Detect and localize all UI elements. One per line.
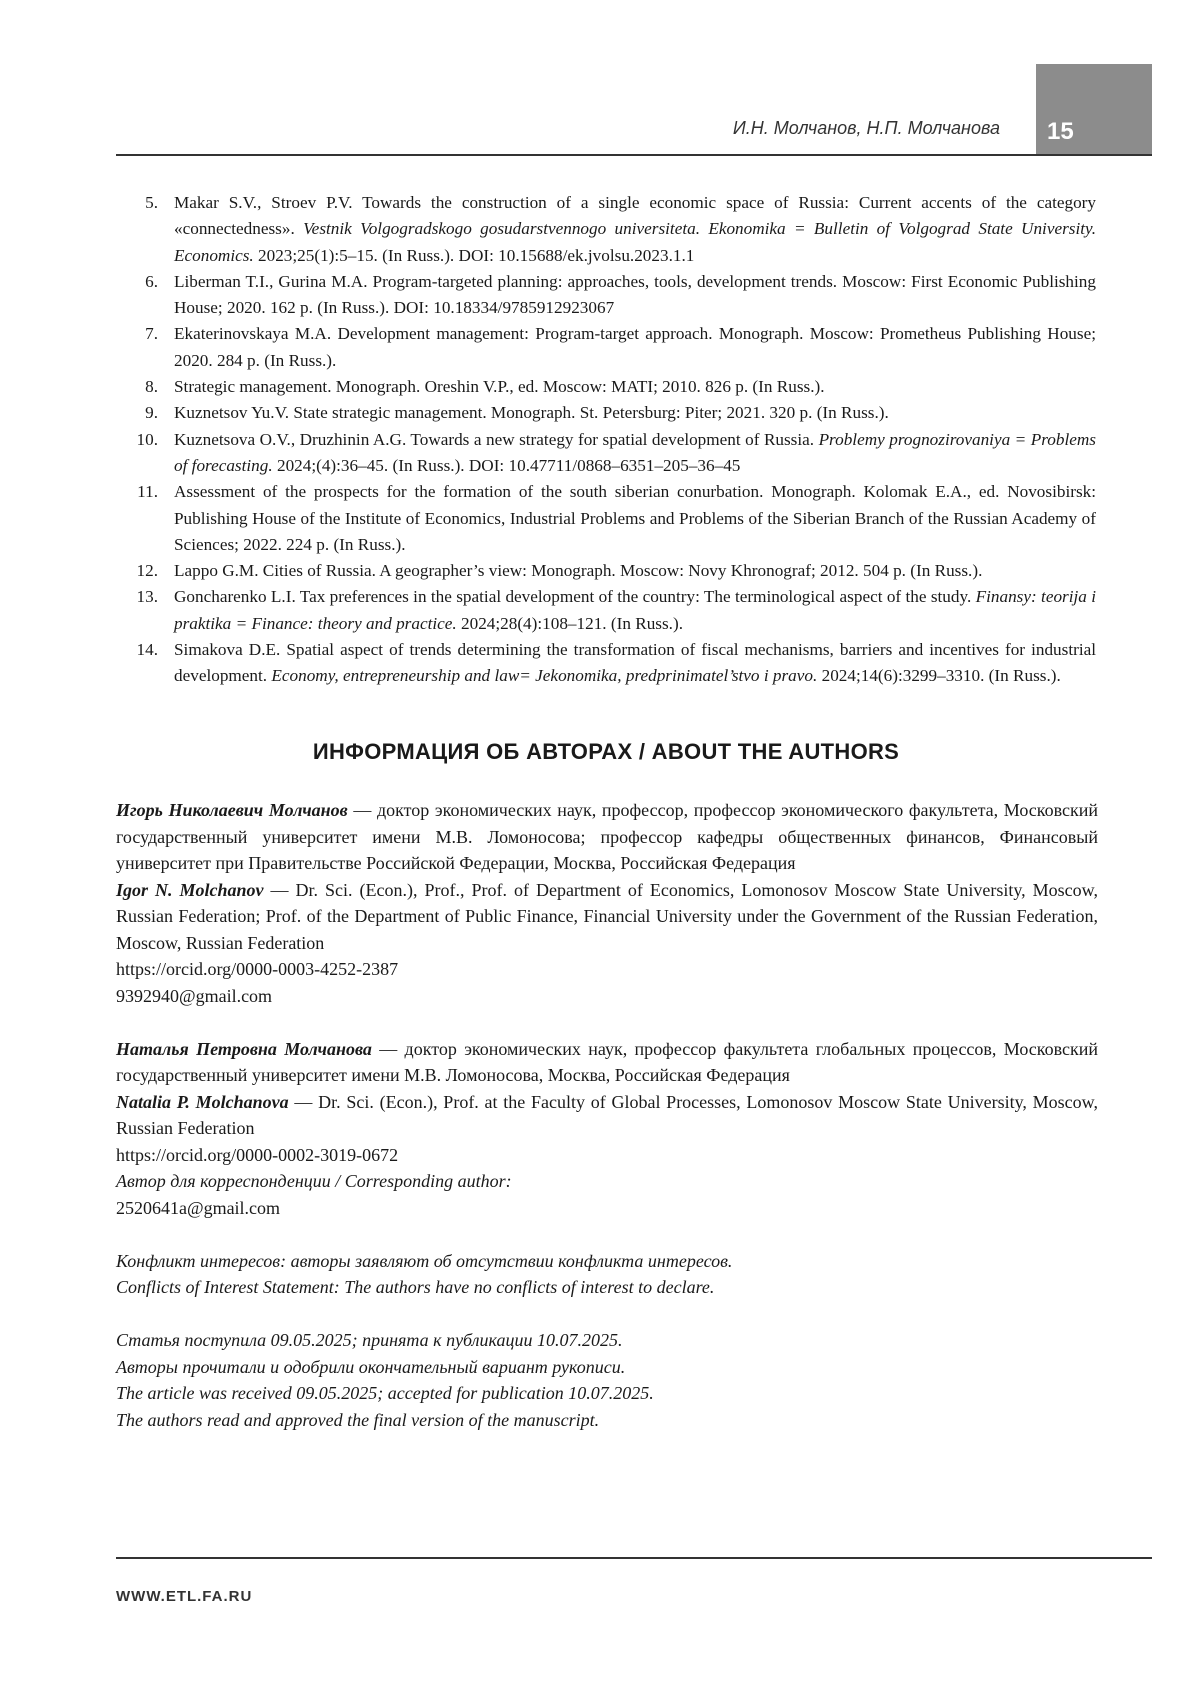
author2-ru-name: Наталья Петровна Молчанова [116,1038,372,1059]
reference-number: 10. [136,429,158,449]
author1-orcid[interactable]: https://orcid.org/0000-0003-4252-2387 [116,959,399,979]
author1-en: Igor N. Molchanov — Dr. Sci. (Econ.), Prof., Prof. of Department of Economics, Lomonosov Moscow State University, Moscow, Russian Federation; Prof. of the Department of Public Finance, Financial University under the Government of the Russian Federation, Moscow, Russian Federation [116,879,1099,953]
reference-item [116,374,1096,400]
received-date-ru: Статья поступила 09.05.2025; принята к публикации 10.07.2025. [116,1330,623,1350]
reference-item [116,190,1096,269]
footer-website[interactable]: WWW.ETL.FA.RU [116,1588,253,1605]
author1-email[interactable]: 9392940@gmail.com [116,985,273,1006]
reference-text: Ekaterinovskaya M.A. Development management: Program-target approach. Monograph. Moscow: Prometheus Publishing House; 2020. 284 p. (In Russ.). [174,324,1096,370]
reference-item [116,637,1096,690]
reference-item [116,479,1096,558]
author-info [116,797,1098,1433]
reference-number: 7. [145,324,158,344]
reference-number: 5. [145,193,158,212]
author2-email[interactable]: 2520641a@gmail.com [116,1197,281,1218]
author2-ru: Наталья Петровна Молчанова — доктор экономических наук, профессор факультета глобальных процессов, Московский государственный университет имени М.В. Ломоносова, Москва, Российская Федерация [116,1038,1098,1085]
conflict-statement-en: Conflicts of Interest Statement: The authors have no conflicts of interest to declare. [116,1277,715,1297]
corresponding-author-label: Автор для корреспонденции / Corresponding author: [116,1171,512,1191]
page-number: 15 [1047,118,1074,145]
author2-en: Natalia P. Molchanova — Dr. Sci. (Econ.), Prof. at the Faculty of Global Processes, Lomonosov Moscow State University, Moscow, Russian Federation [116,1091,1098,1138]
reference-number: 6. [145,271,158,291]
author1-ru: Игорь Николаевич Молчанов — доктор экономических наук, профессор, профессор экономического факультета, Московский государственный университет имени М.В. Ломоносова; профессор кафедры общественных финансов, Финансовый университет при Правительстве Российской Федерации, Москва, Российская Федерация [116,800,1099,873]
reference-text: Simakova D.E. Spatial aspect of trends determining the transformation of fiscal mechanisms, barriers and incentives for industrial development. Economy, entrepreneurship and law= Jekonomika, predprinimatel’stvo i pravo. 2024;14(6):3299–3310. (In Russ.). [174,640,1096,686]
reference-item [116,269,1096,322]
conflict-statement-ru: Конфликт интересов: авторы заявляют об отсутствии конфликта интересов. [116,1250,733,1271]
author1-ru-name: Игорь Николаевич Молчанов [116,800,348,820]
reference-text: Strategic management. Monograph. Oreshin V.P., ed. Moscow: MATI; 2010. 826 p. (In Russ.). [174,377,825,397]
footer-rule [116,1557,1152,1559]
reference-text: Assessment of the prospects for the formation of the south siberian conurbation. Monograph. Kolomak E.A., ed. Novosibirsk: Publishing House of the Institute of Economics, Industrial Problems and Problems of the Siberian Branch of the Russian Academy of Sciences; 2022. 224 p. (In Russ.). [174,482,1096,554]
reference-number: 9. [145,403,158,423]
approved-ru: Авторы прочитали и одобрили окончательный вариант рукописи. [116,1356,626,1377]
reference-number: 12. [136,561,158,581]
reference-list [116,190,1096,690]
reference-text: Goncharenko L.I. Tax preferences in the spatial development of the country: The terminological aspect of the study. Finansy: teorija i praktika = Finance: theory and practice. 2024;28(4):108–121. (In Russ.). [174,587,1097,633]
reference-text: Liberman T.I., Gurina M.A. Program-targeted planning: approaches, tools, development trends. Moscow: First Economic Publishing House; 2020. 162 p. (In Russ.). DOI: 10.18334/9785912923067 [174,271,1096,318]
reference-number: 8. [145,377,158,397]
reference-text: Kuznetsov Yu.V. State strategic management. Monograph. St. Petersburg: Piter; 2021. 320 p. (In Russ.). [174,403,889,423]
reference-item [116,584,1096,637]
author1-en-name: Igor N. Molchanov [116,879,264,900]
section-title: ИНФОРМАЦИЯ ОБ АВТОРАХ / ABOUT THE AUTHORS [312,739,900,764]
reference-number: 11. [137,482,158,502]
approved-en: The authors read and approved the final version of the manuscript. [116,1409,600,1430]
reference-item [116,321,1096,374]
received-date-en: The article was received 09.05.2025; accepted for publication 10.07.2025. [116,1383,654,1403]
reference-number: 14. [136,640,158,660]
reference-item [116,427,1096,480]
reference-item [116,400,1096,426]
author2-orcid[interactable]: https://orcid.org/0000-0002-3019-0672 [116,1144,399,1165]
running-header-authors: И.Н. Молчанов, Н.П. Молчанова [732,118,1000,138]
header-rule [116,154,1152,156]
reference-text: Makar S.V., Stroev P.V. Towards the construction of a single economic space of Russia: Current accents of the category «connectedness». Vestnik Volgogradskogo gosudarstvennogo universiteta. Ekonomika = Bulletin of Volgograd State University. Economics. 2023;25(1):5–15. (In Russ.). DOI: 10.15688/ek.jvolsu.2023.1.1 [174,193,1096,265]
reference-item [116,558,1096,584]
author2-en-name: Natalia P. Molchanova [116,1091,289,1112]
reference-text: Kuznetsova O.V., Druzhinin A.G. Towards a new strategy for spatial development of Russia. Problemy prognozirovaniya = Problems of forecasting. 2024;(4):36–45. (In Russ.). DOI: 10.47711/0868–6351–205–36–45 [174,429,1096,475]
reference-number: 13. [136,587,158,607]
reference-text: Lappo G.M. Cities of Russia. A geographer’s view: Monograph. Moscow: Novy Khronograf; 2012. 504 p. (In Russ.). [174,561,983,581]
